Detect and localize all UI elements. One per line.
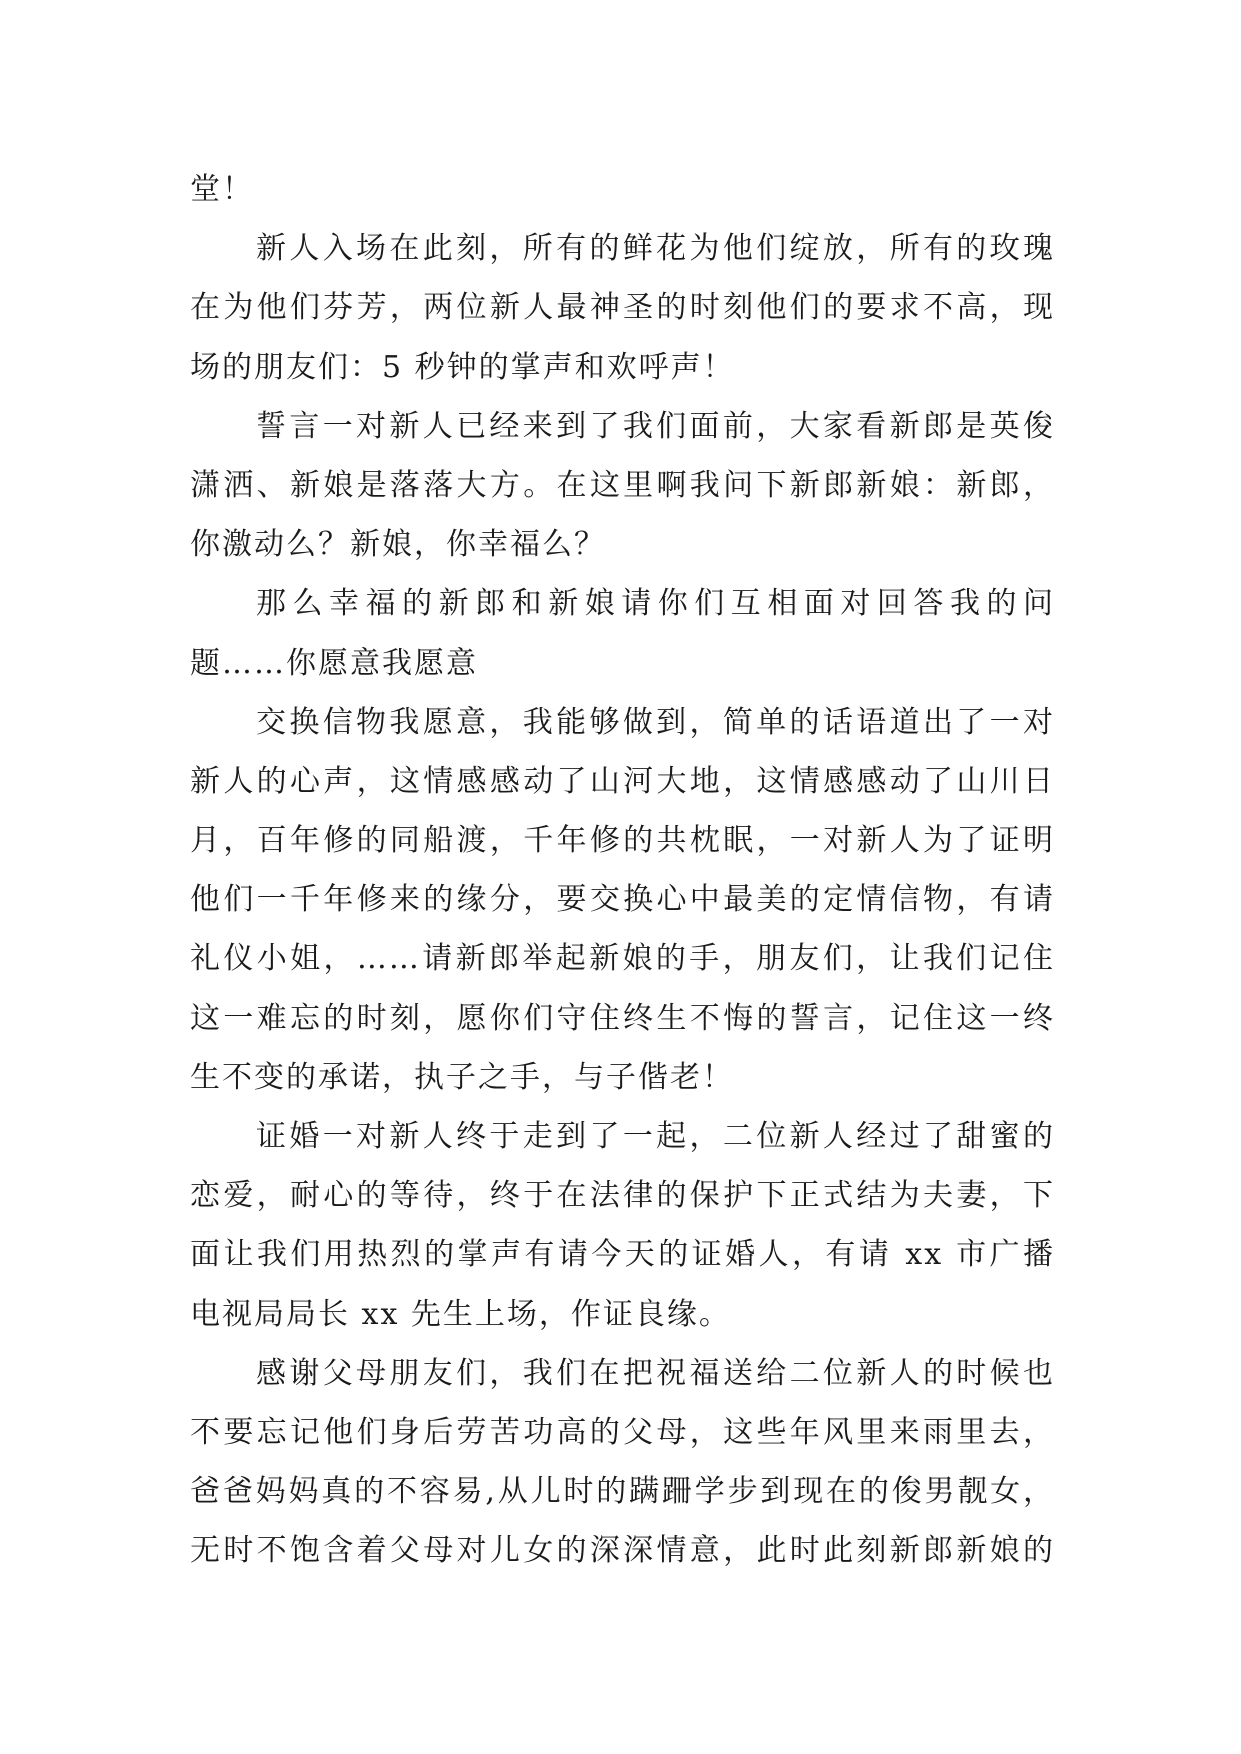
text-line: 誓言一对新人已经来到了我们面前，大家看新郎是英俊 (256, 408, 1055, 444)
text-line: 他们一千年修来的缘分，要交换心中最美的定情信物，有请 (190, 882, 1055, 918)
text-line: 那么幸福的新郎和新娘请你们互相面对回答我的问 (256, 586, 1055, 622)
text-line: 堂！ (190, 172, 254, 207)
text-line: 生不变的承诺，执子之手，与子偕老！ (190, 1059, 734, 1095)
text-line: 新人入场在此刻，所有的鲜花为他们绽放，所有的玫瑰 (256, 231, 1055, 267)
document-body (190, 160, 1055, 1581)
text-line: 场的朋友们：5 秒钟的掌声和欢呼声！ (190, 349, 735, 385)
text-line: 无时不饱含着父母对儿女的深深情意，此时此刻新郎新娘的 (190, 1533, 1055, 1569)
text-line: 礼仪小姐，……请新郎举起新娘的手，朋友们，让我们记住 (190, 941, 1055, 977)
text-line: 在为他们芬芳，两位新人最神圣的时刻他们的要求不高，现 (190, 290, 1055, 326)
text-line: 感谢父母朋友们，我们在把祝福送给二位新人的时候也 (256, 1355, 1055, 1391)
text-line: 交换信物我愿意，我能够做到，简单的话语道出了一对 (256, 704, 1055, 740)
text-line: 恋爱，耐心的等待，终于在法律的保护下正式结为夫妻，下 (190, 1178, 1055, 1214)
text-line: 潇洒、新娘是落落大方。在这里啊我问下新郎新娘：新郎， (190, 467, 1055, 503)
text-line: 这一难忘的时刻，愿你们守住终生不悔的誓言，记住这一终 (190, 1000, 1055, 1036)
text-line: 证婚一对新人终于走到了一起，二位新人经过了甜蜜的 (256, 1119, 1055, 1154)
text-line: 电视局局长 xx 先生上场，作证良缘。 (190, 1296, 731, 1332)
text-line: 爸爸妈妈真的不容易,从儿时的蹒跚学步到现在的俊男靓女， (190, 1474, 1055, 1510)
text-line: 月，百年修的同船渡，千年修的共枕眠，一对新人为了证明 (190, 823, 1055, 859)
text-line: 不要忘记他们身后劳苦功高的父母，这些年风里来雨里去， (190, 1414, 1055, 1450)
text-line: 新人的心声，这情感感动了山河大地，这情感感动了山川日 (190, 763, 1055, 799)
text-line: 题……你愿意我愿意 (190, 645, 478, 681)
text-line: 面让我们用热烈的掌声有请今天的证婚人，有请 xx 市广播 (190, 1237, 1055, 1273)
text-line: 你激动么？新娘，你幸福么？ (190, 527, 606, 563)
